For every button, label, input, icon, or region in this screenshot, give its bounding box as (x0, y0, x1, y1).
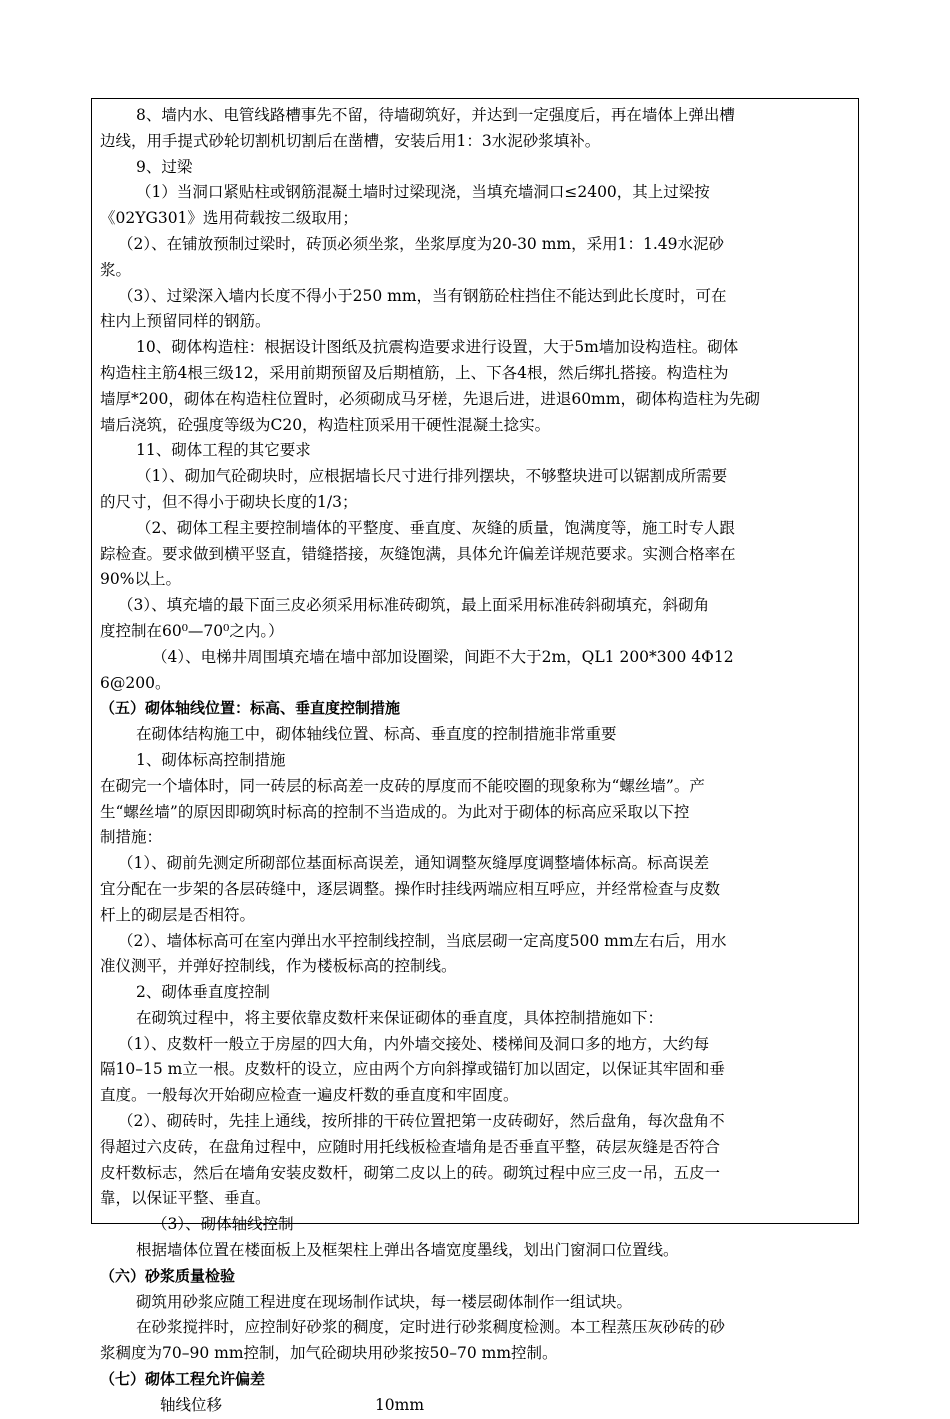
text-line: 11、砌体工程的其它要求 (136, 441, 311, 460)
document-body (100, 103, 850, 1393)
section-heading: （六）砂浆质量检验 (100, 1266, 236, 1285)
text-line: 9、过梁 (136, 157, 193, 176)
text-line: 6@200。 (100, 673, 171, 692)
text-line: 在砂浆搅拌时，应控制好砂浆的稠度，定时进行砂浆稠度检测。本工程蒸压灰砂砖的砂 (136, 1318, 726, 1337)
text-line: （3）、过梁深入墙内长度不得小于250 mm，当有钢筋砼柱挡住不能达到此长度时，可在 (118, 286, 727, 305)
text-line: 得超过六皮砖，在盘角过程中，应随时用托线板检查墙角是否垂直平整，砖层灰缝是否符合 (100, 1137, 721, 1156)
text-line: （2）、在铺放预制过梁时，砖顶必须坐浆，坐浆厚度为20-30 mm，采用1：1.49水泥砂 (118, 234, 724, 253)
text-line: 制措施： (100, 828, 163, 847)
text-line: 在砌完一个墙体时，同一砖层的标高差一皮砖的厚度而不能咬圈的现象称为“螺丝墙”。产 (100, 776, 705, 795)
text-line: （1）当洞口紧贴柱或钢筋混凝土墙时过梁现浇，当填充墙洞口≤2400，其上过梁按 (136, 183, 710, 202)
text-line: 10、砌体构造柱：根据设计图纸及抗震构造要求进行设置，大于5m墙加设构造柱。砌体 (136, 338, 739, 357)
deviation-value: 10mm (374, 1395, 425, 1414)
text-line: 90%以上。 (100, 570, 181, 589)
text-line: 墙厚*200，砌体在构造柱位置时，必须砌成马牙槎，先退后进，进退60mm，砌体构造柱为先砌 (100, 389, 760, 408)
text-line: 8、墙内水、电管线路槽事先不留，待墙砌筑好，并达到一定强度后，再在墙体上弹出槽 (136, 106, 735, 124)
text-line: 1、砌体标高控制措施 (136, 750, 286, 769)
text-line: （1）、砌前先测定所砌部位基面标高误差，通知调整灰缝厚度调整墙体标高。标高误差 (118, 854, 710, 873)
text-line: 皮杆数标志，然后在墙角安装皮数杆，砌第二皮以上的砖。砌筑过程中应三皮一吊，五皮一 (100, 1163, 721, 1182)
text-line: 宜分配在一步架的各层砖缝中，逐层调整。操作时挂线两端应相互呼应，并经常检查与皮数 (100, 879, 721, 898)
text-line: （3）、砌体轴线控制 (152, 1215, 294, 1234)
section-heading: （五）砌体轴线位置：标高、垂直度控制措施 (100, 699, 401, 718)
text-line: 2、砌体垂直度控制 (136, 983, 270, 1002)
text-line: 根据墙体位置在楼面板上及框架柱上弹出各墙宽度墨线，划出门窗洞口位置线。 (136, 1241, 679, 1260)
text-line: 浆。 (100, 260, 132, 279)
text-line: 生“螺丝墙”的原因即砌筑时标高的控制不当造成的。为此对于砌体的标高应采取以下控 (100, 802, 690, 821)
text-line: 直度。一般每次开始砌应检查一遍皮杆数的垂直度和牢固度。 (100, 1086, 519, 1105)
text-line: 砌筑用砂浆应随工程进度在现场制作试块，每一楼层砌体制作一组试块。 (136, 1292, 633, 1311)
document-frame (91, 98, 859, 1414)
text-line: （1）、砌加气砼砌块时，应根据墙长尺寸进行排列摆块，不够整块进可以锯割成所需要 (136, 467, 728, 486)
text-line: 在砌筑过程中，将主要依靠皮数杆来保证砌体的垂直度，具体控制措施如下： (136, 1008, 664, 1027)
deviation-row (100, 1393, 850, 1419)
text-line: （2）、墙体标高可在室内弹出水平控制线控制，当底层砌一定高度500 mm左右后，用水 (118, 931, 727, 950)
text-line: 柱内上预留同样的钢筋。 (100, 312, 271, 331)
text-line: 《02YG301》选用荷载按二级取用； (100, 209, 358, 228)
text-line: （2）、砌砖时，先挂上通线，按所排的干砖位置把第一皮砖砌好，然后盘角，每次盘角不 (118, 1112, 725, 1131)
text-line: 边线，用手提式砂轮切割机切割后在凿槽，安装后用1：3水泥砂浆填补。 (100, 131, 601, 150)
text-line: （4）、电梯井周围填充墙在墙中部加设圈梁，间距不大于2m，QL1 200*300 4Φ12 (152, 647, 734, 666)
text-line: 杆上的砌层是否相符。 (100, 905, 256, 924)
text-line: 靠，以保证平整、垂直。 (100, 1189, 271, 1208)
text-line: （3）、填充墙的最下面三皮必须采用标准砖砌筑，最上面采用标准砖斜砌填充，斜砌角 (118, 596, 710, 615)
text-line: 构造柱主筋4根三级12，采用前期预留及后期植筋，上、下各4根，然后绑扎搭接。构造柱为 (100, 363, 729, 382)
text-line: 踪检查。要求做到横平竖直，错缝搭接，灰缝饱满，具体允许偏差详规范要求。实测合格率在 (100, 544, 736, 563)
text-line: 准仪测平，并弹好控制线，作为楼板标高的控制线。 (100, 957, 457, 976)
text-line: 度控制在60⁰—70⁰之内。） (100, 621, 284, 640)
text-line: 墙后浇筑，砼强度等级为C20，构造柱顶采用干硬性混凝土捻实。 (100, 415, 551, 434)
text-line: 在砌体结构施工中，砌体轴线位置、标高、垂直度的控制措施非常重要 (136, 725, 617, 744)
text-line: （2、砌体工程主要控制墙体的平整度、垂直度、灰缝的质量，饱满度等，施工时专人跟 (136, 518, 735, 537)
text-line: 隔10–15 m立一根。皮数杆的设立，应由两个方向斜撑或锚钉加以固定，以保证其牢固和垂 (100, 1060, 725, 1079)
text-line: 浆稠度为70–90 mm控制，加气砼砌块用砂浆按50–70 mm控制。 (100, 1344, 558, 1363)
text-line: （1）、皮数杆一般立于房屋的四大角，内外墙交接处、楼梯间及洞口多的地方，大约每 (118, 1034, 710, 1053)
text-line: 的尺寸，但不得小于砌块长度的1/3； (100, 492, 358, 511)
section-heading: （七）砌体工程允许偏差 (100, 1370, 266, 1389)
deviation-item: 轴线位移 (160, 1395, 223, 1414)
